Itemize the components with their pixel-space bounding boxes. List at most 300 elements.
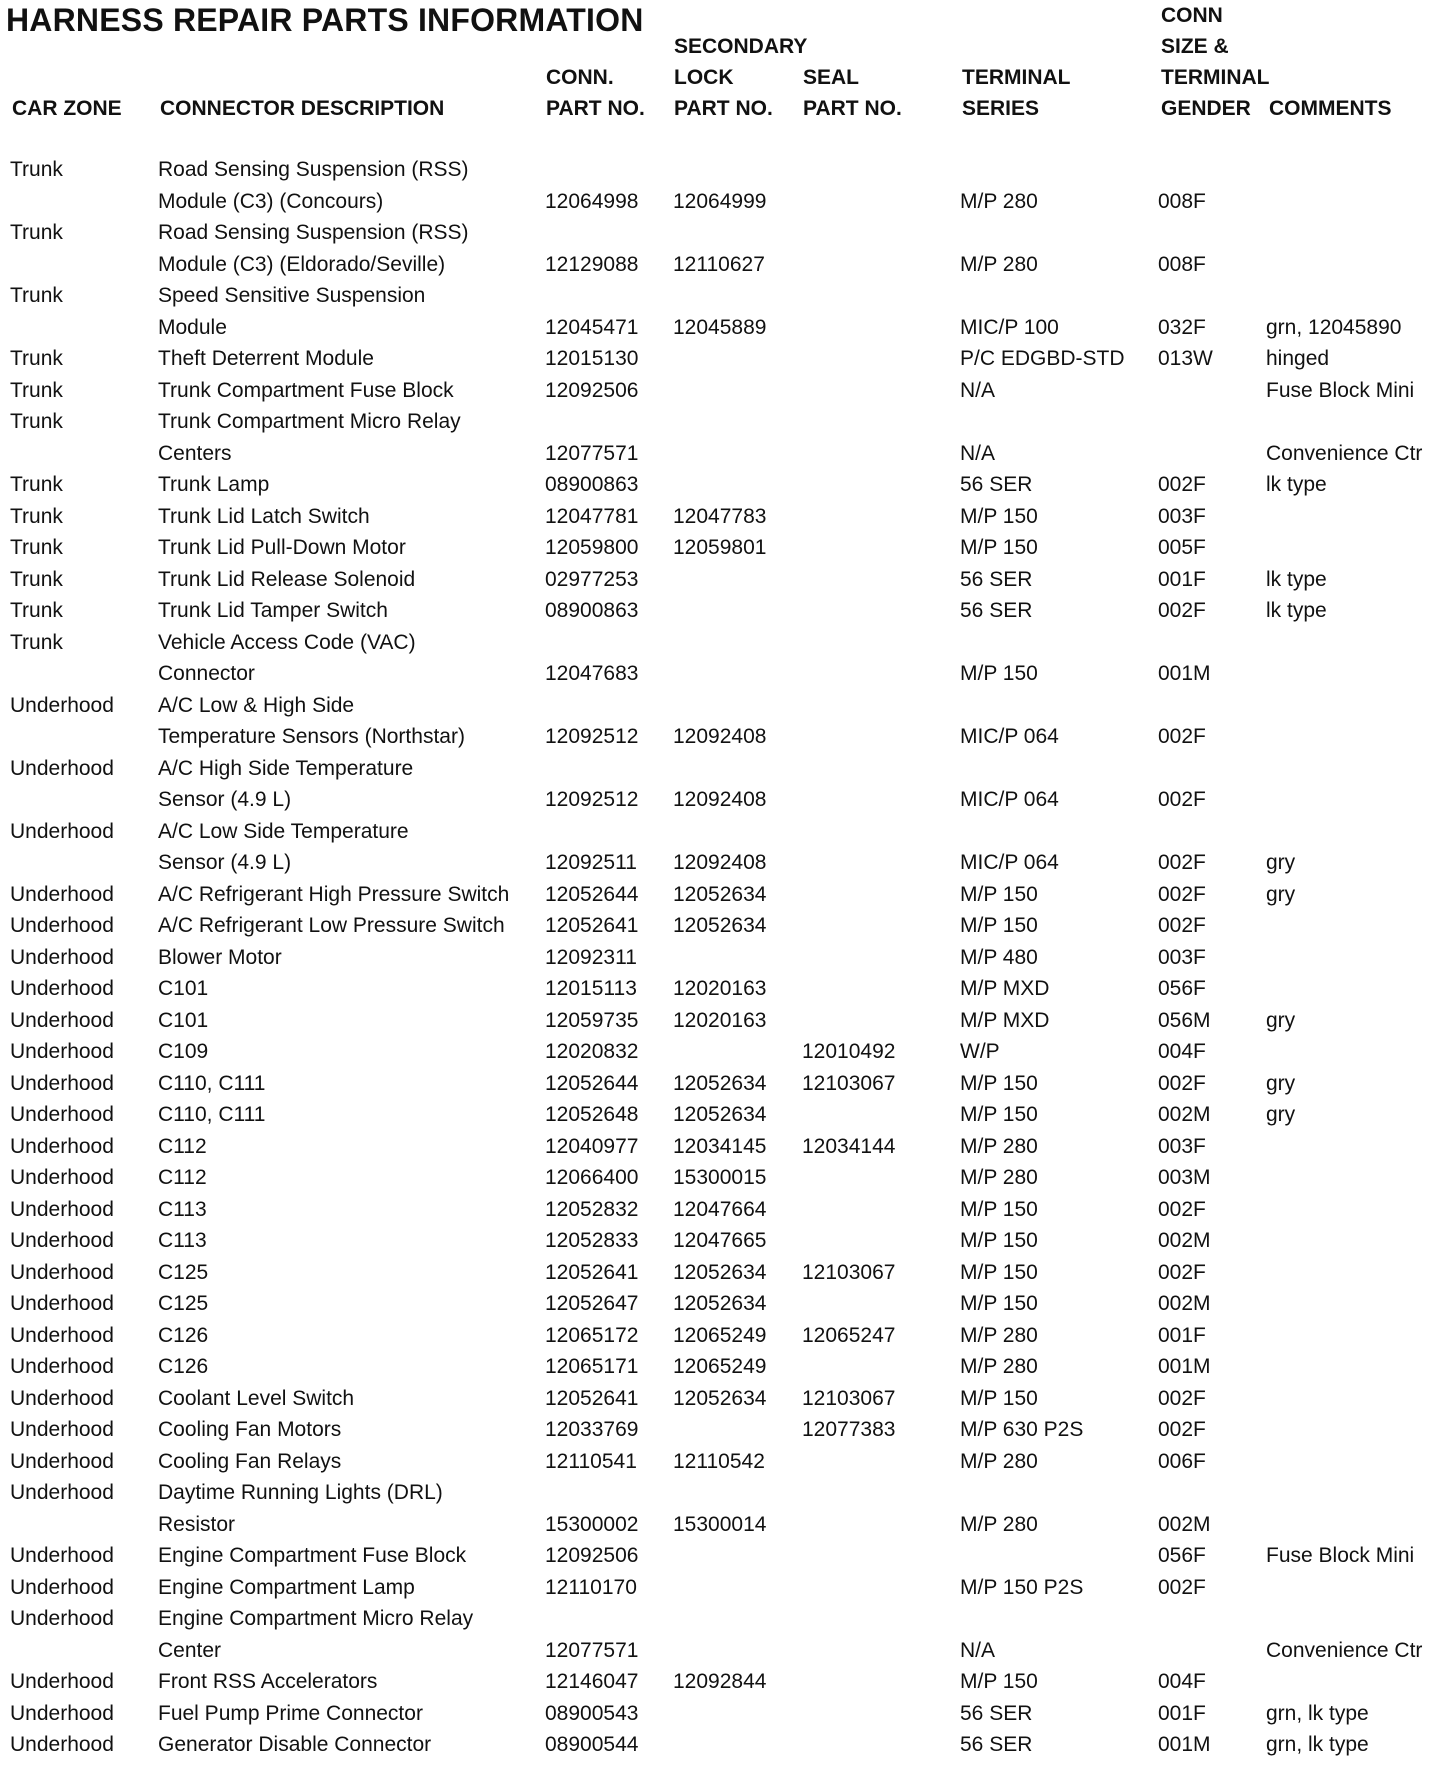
car-zone-cell: Underhood [10,1071,114,1095]
terminal-series-cell: M/P 280 [960,1355,1038,1378]
conn-size-gender-cell: 001F [1158,1323,1206,1347]
car-zone-cell: Underhood [10,1670,114,1693]
table-row [0,942,1440,974]
table-row-line [0,1225,1440,1257]
conn-part-no-cell: 12047781 [545,504,639,528]
seal-part-no-cell: 12010492 [802,1040,896,1063]
comments-cell: gry [1266,851,1296,874]
table-row-line [0,753,1440,785]
conn-size-gender-cell: 003F [1158,504,1206,528]
table-row-line [0,973,1440,1005]
table-row-line [0,1572,1440,1604]
conn-part-no-cell: 08900543 [545,1701,639,1725]
connector-description-cell: Centers [158,441,232,465]
conn-part-no-cell: 12059735 [545,1008,639,1032]
conn-part-no-cell: 12110541 [545,1449,637,1473]
connector-description-cell: C112 [158,1134,207,1158]
connector-description-cell: Trunk Lid Release Solenoid [158,567,416,591]
table-row [0,1383,1440,1415]
conn-size-gender-cell: 003F [1158,1134,1206,1158]
comments-cell: gry [1266,1103,1296,1126]
conn-size-gender-cell: 001M [1158,1355,1211,1378]
table-row-line [0,280,1440,312]
connector-description-cell: Generator Disable Connector [158,1733,432,1756]
seal-part-no-cell: 12103067 [802,1386,896,1410]
conn-size-gender-cell: 002F [1158,1260,1206,1284]
conn-size-gender-cell: 056F [1158,977,1206,1000]
car-zone-cell: Underhood [10,1008,114,1032]
car-zone-cell: Trunk [10,158,63,181]
table-row-line [0,658,1440,690]
connector-description-cell: Engine Compartment Micro Relay [158,1607,474,1630]
car-zone-cell: Trunk [10,630,63,654]
table-row [0,1351,1440,1383]
comments-cell: gry [1266,1008,1296,1032]
table-row-line [0,1194,1440,1226]
secondary-lock-part-no-cell: 12059801 [673,536,767,559]
connector-description-cell: C101 [158,1008,209,1032]
connector-description-cell: Engine Compartment Lamp [158,1575,415,1599]
header-car-zone: CAR ZONE [12,97,122,120]
conn-part-no-cell: 02977253 [545,567,639,591]
page-title: HARNESS REPAIR PARTS INFORMATION [6,2,644,38]
table-row [0,1288,1440,1320]
table-row-line [0,1131,1440,1163]
connector-description-cell: A/C Refrigerant High Pressure Switch [158,882,510,906]
car-zone-cell: Trunk [10,473,63,496]
conn-size-gender-cell: 002F [1158,1197,1206,1221]
seal-part-no-cell: 12065247 [802,1323,896,1347]
conn-part-no-cell: 12015113 [545,977,637,1000]
conn-part-no-cell: 12052641 [545,1386,639,1410]
conn-size-gender-cell: 002M [1158,1512,1211,1536]
car-zone-cell: Trunk [10,347,63,370]
secondary-lock-part-no-cell: 12065249 [673,1355,767,1378]
table-row [0,1194,1440,1226]
table-row-line [0,942,1440,974]
terminal-series-cell: M/P 150 [960,662,1038,685]
car-zone-cell: Underhood [10,1134,114,1158]
table-row-line [0,1068,1440,1100]
secondary-lock-part-no-cell: 12065249 [673,1323,767,1347]
conn-size-gender-cell: 002F [1158,599,1206,622]
header-conn-gender-line1: CONN [1161,4,1223,27]
connector-description-cell: C126 [158,1323,209,1347]
car-zone-cell: Trunk [10,378,63,402]
table-row [0,1320,1440,1352]
table-row [0,280,1440,343]
table-row-line [0,847,1440,879]
table-row-line [0,312,1440,344]
secondary-lock-part-no-cell: 12110627 [673,252,765,276]
conn-size-gender-cell: 002M [1158,1103,1211,1126]
connector-description-cell: Trunk Lid Tamper Switch [158,599,388,622]
terminal-series-cell: M/P 280 [960,1512,1038,1536]
table-row-line [0,816,1440,848]
table-row-line [0,1005,1440,1037]
secondary-lock-part-no-cell: 12020163 [673,1008,767,1032]
comments-cell: gry [1266,882,1296,906]
connector-description-cell: Vehicle Access Code (VAC) [158,630,416,654]
conn-size-gender-cell: 002F [1158,1071,1206,1095]
connector-description-cell: Cooling Fan Relays [158,1449,342,1473]
header-conn-part-no-line1: CONN. [546,66,614,89]
table-row [0,501,1440,533]
terminal-series-cell: M/P 150 [960,1260,1038,1284]
secondary-lock-part-no-cell: 12045889 [673,315,767,339]
conn-size-gender-cell: 056M [1158,1008,1211,1032]
car-zone-cell: Underhood [10,1481,114,1504]
table-row [0,627,1440,690]
terminal-series-cell: M/P 480 [960,945,1038,969]
connector-description-cell: C125 [158,1292,209,1315]
conn-size-gender-cell: 002F [1158,882,1206,906]
conn-size-gender-cell: 005F [1158,536,1206,559]
table-row [0,1036,1440,1068]
secondary-lock-part-no-cell: 12052634 [673,1071,767,1095]
table-row-line [0,1351,1440,1383]
table-row [0,1414,1440,1446]
secondary-lock-part-no-cell: 15300014 [673,1512,767,1536]
table-row-line [0,879,1440,911]
conn-part-no-cell: 12092512 [545,725,639,748]
table-row-line [0,1477,1440,1509]
conn-size-gender-cell: 002M [1158,1292,1211,1315]
header-secondary-lock-line1: SECONDARY [674,35,808,58]
table-row-line [0,910,1440,942]
table-row-line [0,564,1440,596]
terminal-series-cell: N/A [960,1638,996,1662]
car-zone-cell: Underhood [10,1103,114,1126]
conn-part-no-cell: 12092506 [545,1544,639,1567]
conn-part-no-cell: 12066400 [545,1166,639,1189]
table-row-line [0,532,1440,564]
comments-cell: Fuse Block Mini [1266,1544,1415,1567]
connector-description-cell: Center [158,1638,222,1662]
terminal-series-cell: M/P 150 P2S [960,1575,1084,1599]
car-zone-cell: Underhood [10,1355,114,1378]
conn-part-no-cell: 12052647 [545,1292,639,1315]
terminal-series-cell: M/P 150 [960,1292,1038,1315]
secondary-lock-part-no-cell: 12052634 [673,1386,767,1410]
terminal-series-cell: M/P 150 [960,1071,1038,1095]
table-row [0,1225,1440,1257]
secondary-lock-part-no-cell: 12052634 [673,1103,767,1126]
secondary-lock-part-no-cell: 12047783 [673,504,767,528]
table-row-line [0,438,1440,470]
secondary-lock-part-no-cell: 12052634 [673,1260,767,1284]
connector-description-cell: C126 [158,1355,209,1378]
table-row-line [0,1288,1440,1320]
terminal-series-cell: M/P 150 [960,1197,1038,1221]
table-row-line [0,217,1440,249]
conn-part-no-cell: 12052833 [545,1229,639,1252]
connector-description-cell: Module [158,315,227,339]
conn-size-gender-cell: 032F [1158,315,1206,339]
table-row-line [0,1509,1440,1541]
terminal-series-cell: M/P 280 [960,1166,1038,1189]
conn-size-gender-cell: 001M [1158,1733,1211,1756]
header-conn-part-no-line2: PART NO. [546,97,645,120]
table-row [0,154,1440,217]
conn-part-no-cell: 12052641 [545,1260,639,1284]
table-row-line [0,249,1440,281]
table-row-line [0,406,1440,438]
table-row-line [0,1635,1440,1667]
car-zone-cell: Underhood [10,1449,114,1473]
connector-description-cell: Trunk Lid Pull-Down Motor [158,536,406,559]
connector-description-cell: Trunk Compartment Fuse Block [158,378,454,402]
comments-cell: lk type [1266,567,1327,591]
conn-part-no-cell: 12045471 [545,315,639,339]
car-zone-cell: Underhood [10,1197,114,1221]
car-zone-cell: Underhood [10,1040,114,1063]
terminal-series-cell: 56 SER [960,567,1033,591]
table-row-line [0,1036,1440,1068]
conn-size-gender-cell: 002F [1158,914,1206,937]
conn-size-gender-cell: 001F [1158,567,1206,591]
connector-description-cell: Road Sensing Suspension (RSS) [158,221,469,244]
conn-part-no-cell: 12110170 [545,1575,637,1599]
connector-description-cell: C112 [158,1166,207,1189]
table-row [0,595,1440,627]
table-row-line [0,1414,1440,1446]
comments-cell: gry [1266,1071,1296,1095]
comments-cell: Fuse Block Mini [1266,378,1415,402]
car-zone-cell: Underhood [10,1292,114,1315]
table-row [0,1005,1440,1037]
table-row-line [0,1729,1440,1761]
comments-cell: hinged [1266,347,1330,370]
connector-description-cell: C110, C111 [158,1071,266,1095]
conn-size-gender-cell: 002M [1158,1229,1211,1252]
connector-description-cell: Module (C3) (Eldorado/Seville) [158,252,446,276]
table-row-line [0,1383,1440,1415]
connector-description-cell: Daytime Running Lights (DRL) [158,1481,443,1504]
terminal-series-cell: M/P 150 [960,914,1038,937]
table-row-line [0,721,1440,753]
terminal-series-cell: M/P 280 [960,1449,1038,1473]
secondary-lock-part-no-cell: 12020163 [673,977,767,1000]
car-zone-cell: Underhood [10,1229,114,1252]
table-row [0,1572,1440,1604]
terminal-series-cell: 56 SER [960,473,1033,496]
conn-part-no-cell: 12077571 [545,1638,639,1662]
table-row [0,1068,1440,1100]
conn-part-no-cell: 12052644 [545,882,639,906]
header-secondary-lock-line2: LOCK [674,66,734,89]
secondary-lock-part-no-cell: 12052634 [673,1292,767,1315]
terminal-series-cell: M/P 630 P2S [960,1418,1084,1441]
terminal-series-cell: MIC/P 064 [960,851,1059,874]
comments-cell: Convenience Ctr [1266,1638,1423,1662]
terminal-series-cell: 56 SER [960,1733,1033,1756]
connector-description-cell: A/C High Side Temperature [158,756,414,780]
terminal-series-cell: M/P 150 [960,504,1038,528]
terminal-series-cell: M/P MXD [960,977,1050,1000]
conn-size-gender-cell: 013W [1158,347,1213,370]
conn-part-no-cell: 08900863 [545,473,639,496]
table-row-line [0,1099,1440,1131]
secondary-lock-part-no-cell: 12047665 [673,1229,767,1252]
connector-description-cell: Trunk Lid Latch Switch [158,504,370,528]
conn-part-no-cell: 08900544 [545,1733,639,1756]
table-row [0,1446,1440,1478]
table-row-line [0,1162,1440,1194]
table-row [0,406,1440,469]
table-row-line [0,784,1440,816]
conn-part-no-cell: 12129088 [545,252,639,276]
connector-description-cell: Temperature Sensors (Northstar) [158,725,465,748]
connector-description-cell: Engine Compartment Fuse Block [158,1544,467,1567]
table-row [0,1666,1440,1698]
conn-size-gender-cell: 002F [1158,851,1206,874]
car-zone-cell: Trunk [10,410,63,433]
table-row-line [0,375,1440,407]
conn-part-no-cell: 15300002 [545,1512,639,1536]
terminal-series-cell: M/P 150 [960,882,1038,906]
terminal-series-cell: M/P 150 [960,1386,1038,1410]
header-terminal-series-line2: SERIES [962,97,1040,120]
comments-cell: grn, 12045890 [1266,315,1402,339]
terminal-series-cell: M/P 280 [960,189,1038,213]
terminal-series-cell: M/P 280 [960,1323,1038,1347]
conn-size-gender-cell: 003F [1158,945,1206,969]
table-row-line [0,1540,1440,1572]
table-row-line [0,627,1440,659]
connector-description-cell: Trunk Lamp [158,473,270,496]
terminal-series-cell: M/P 280 [960,252,1038,276]
secondary-lock-part-no-cell: 12064999 [673,189,767,213]
comments-cell: grn, lk type [1266,1701,1369,1725]
conn-part-no-cell: 12040977 [545,1134,639,1158]
connector-description-cell: C101 [158,977,209,1000]
seal-part-no-cell: 12034144 [802,1134,896,1158]
connector-description-cell: C110, C111 [158,1103,266,1126]
seal-part-no-cell: 12103067 [802,1071,896,1095]
conn-size-gender-cell: 002F [1158,725,1206,748]
table-row [0,1162,1440,1194]
comments-cell: lk type [1266,599,1327,622]
table-row-line [0,343,1440,375]
conn-size-gender-cell: 001M [1158,662,1211,685]
terminal-series-cell: M/P 150 [960,1229,1038,1252]
table-row-line [0,469,1440,501]
connector-description-cell: Theft Deterrent Module [158,347,374,370]
conn-part-no-cell: 12092511 [545,851,637,874]
conn-size-gender-cell: 056F [1158,1544,1206,1567]
car-zone-cell: Underhood [10,756,114,780]
conn-part-no-cell: 12065172 [545,1323,639,1347]
comments-cell: lk type [1266,473,1327,496]
table-row-line [0,1446,1440,1478]
table-row [0,1257,1440,1289]
table-row [0,1603,1440,1666]
car-zone-cell: Underhood [10,945,114,969]
terminal-series-cell: MIC/P 064 [960,725,1059,748]
car-zone-cell: Underhood [10,882,114,906]
conn-part-no-cell: 12020832 [545,1040,639,1063]
conn-part-no-cell: 12064998 [545,189,639,213]
secondary-lock-part-no-cell: 12047664 [673,1197,767,1221]
table-row-line [0,690,1440,722]
connector-description-cell: C113 [158,1229,207,1252]
comments-cell: grn, lk type [1266,1733,1369,1756]
conn-part-no-cell: 12065171 [545,1355,639,1378]
conn-size-gender-cell: 006F [1158,1449,1206,1473]
connector-description-cell: Trunk Compartment Micro Relay [158,410,461,433]
table-row [0,564,1440,596]
conn-part-no-cell: 12015130 [545,347,639,370]
conn-part-no-cell: 12033769 [545,1418,639,1441]
table-row [0,469,1440,501]
table-row [0,343,1440,375]
car-zone-cell: Trunk [10,221,63,244]
terminal-series-cell: P/C EDGBD-STD [960,347,1125,370]
conn-size-gender-cell: 008F [1158,252,1206,276]
car-zone-cell: Trunk [10,284,63,307]
car-zone-cell: Underhood [10,1607,114,1630]
conn-part-no-cell: 12052832 [545,1197,639,1221]
terminal-series-cell: N/A [960,378,996,402]
secondary-lock-part-no-cell: 12092408 [673,851,767,874]
secondary-lock-part-no-cell: 12092408 [673,725,767,748]
connector-description-cell: C125 [158,1260,209,1284]
connector-description-cell: Sensor (4.9 L) [158,788,292,811]
header-conn-gender-line3: TERMINAL [1161,66,1270,89]
secondary-lock-part-no-cell: 12110542 [673,1449,765,1473]
connector-description-cell: A/C Low & High Side [158,693,355,717]
table-row-line [0,1320,1440,1352]
conn-part-no-cell: 12047683 [545,662,639,685]
secondary-lock-part-no-cell: 15300015 [673,1166,767,1189]
table-row [0,1729,1440,1761]
conn-size-gender-cell: 002F [1158,1418,1206,1441]
car-zone-cell: Underhood [10,693,114,717]
seal-part-no-cell: 12077383 [802,1418,896,1441]
header-secondary-lock-line3: PART NO. [674,97,773,120]
conn-part-no-cell: 12077571 [545,441,639,465]
terminal-series-cell: N/A [960,441,996,465]
table-row [0,973,1440,1005]
car-zone-cell: Underhood [10,977,114,1000]
conn-size-gender-cell: 003M [1158,1166,1211,1189]
connector-description-cell: Fuel Pump Prime Connector [158,1701,423,1725]
terminal-series-cell: M/P 150 [960,1670,1038,1693]
connector-description-cell: Front RSS Accelerators [158,1670,378,1693]
connector-description-cell: Module (C3) (Concours) [158,189,384,213]
car-zone-cell: Trunk [10,567,63,591]
terminal-series-cell: MIC/P 064 [960,788,1059,811]
connector-description-cell: Road Sensing Suspension (RSS) [158,158,469,181]
car-zone-cell: Underhood [10,1544,114,1567]
connector-description-cell: Connector [158,662,255,685]
terminal-series-cell: M/P MXD [960,1008,1050,1032]
terminal-series-cell: M/P 150 [960,1103,1038,1126]
secondary-lock-part-no-cell: 12092408 [673,788,767,811]
secondary-lock-part-no-cell: 12052634 [673,914,767,937]
table-row [0,753,1440,816]
car-zone-cell: Underhood [10,819,114,843]
car-zone-cell: Underhood [10,1418,114,1441]
header-seal-part-no-line1: SEAL [803,66,860,89]
conn-size-gender-cell: 002F [1158,788,1206,811]
car-zone-cell: Underhood [10,914,114,937]
terminal-series-cell: 56 SER [960,599,1033,622]
table-row [0,1099,1440,1131]
connector-description-cell: Resistor [158,1512,236,1536]
conn-size-gender-cell: 002F [1158,473,1206,496]
